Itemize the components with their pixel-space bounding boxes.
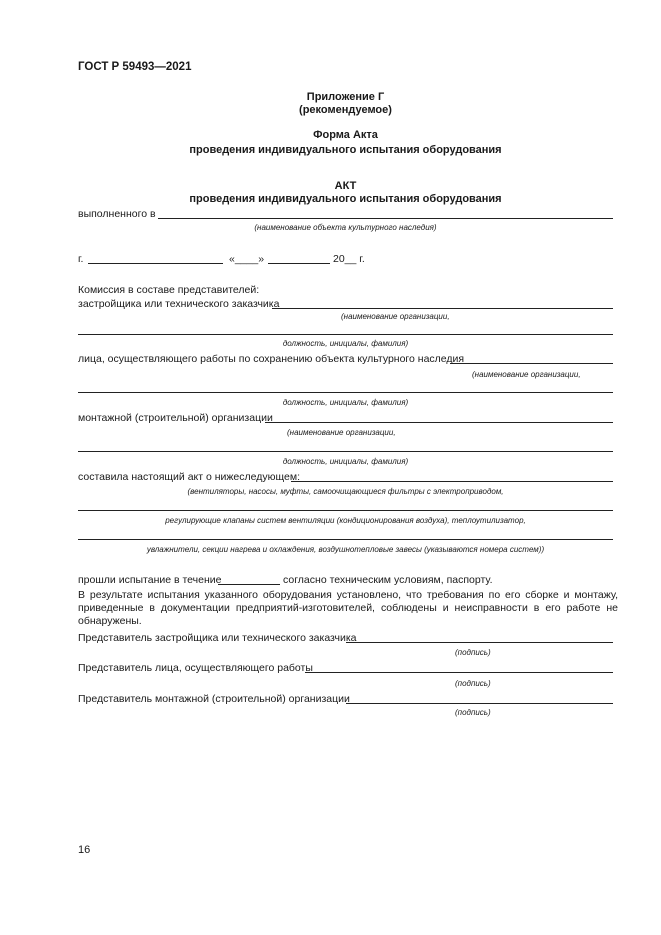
standard-number: ГОСТ Р 59493—2021 (78, 61, 192, 73)
appendix-title: Приложение Г (306, 91, 385, 103)
sig-installation-label: Представитель монтажной (строительной) организации (78, 693, 350, 705)
developer-position-note: должность, инициалы, фамилия) (282, 339, 409, 348)
equipment-note-2: регулирующие клапаны систем вентиляции (кондиционирования воздуха), теплоутилизатор, (165, 516, 526, 525)
developer-position-line (78, 334, 613, 335)
developer-line (272, 308, 613, 309)
compiled-line (291, 481, 613, 482)
form-subtitle: проведения индивидуального испытания оборудования (189, 144, 502, 156)
sig-preservation-note: (подпись) (455, 679, 491, 688)
developer-label: застройщика или технического заказчика (78, 298, 280, 310)
installation-org-note: (наименование организации, (287, 428, 396, 437)
act-subtitle: проведения индивидуального испытания оборудования (189, 193, 502, 205)
compiled-label: составила настоящий акт о нижеследующем: (78, 471, 301, 483)
preservation-label: лица, осуществляющего работы по сохранению объекта культурного наследия (78, 353, 465, 365)
preservation-position-note: должность, инициалы, фамилия) (282, 398, 409, 407)
city-label: г. (78, 253, 84, 265)
installation-line (265, 422, 613, 423)
sig-preservation-label: Представитель лица, осуществляющего работы (78, 662, 313, 674)
equipment-line-3 (78, 539, 613, 540)
sig-installation-line (346, 703, 613, 704)
sig-developer-line (346, 642, 613, 643)
installation-position-note: должность, инициалы, фамилия) (282, 457, 409, 466)
sig-preservation-line (305, 672, 613, 673)
tested-label: прошли испытание в течение (78, 574, 222, 586)
preservation-org-note: (наименование организации, (472, 370, 581, 379)
form-title: Форма Акта (313, 129, 378, 141)
result-paragraph: В результате испытания указанного оборудования установлено, что требования по его сборке и монтажу, приведенные в документации предприятий-изготовителей, соблюдены и неисправности в его работе не обнаружены. (78, 589, 618, 627)
city-line (88, 263, 223, 264)
installation-position-line (78, 451, 613, 452)
preservation-position-line (78, 392, 613, 393)
act-title: АКТ (334, 180, 357, 192)
performed-in-note: (наименование объекта культурного наследия) (254, 223, 437, 232)
date-year: 20__ г. (333, 253, 365, 265)
tested-duration-line (218, 584, 280, 585)
developer-org-note: (наименование организации, (341, 312, 450, 321)
performed-in-label: выполненного в (78, 208, 156, 220)
appendix-subtitle: (рекомендуемое) (299, 104, 392, 116)
sig-developer-note: (подпись) (455, 648, 491, 657)
performed-in-line (158, 218, 613, 219)
sig-installation-note: (подпись) (455, 708, 491, 717)
equipment-note-1: (вентиляторы, насосы, муфты, самоочищающиеся фильтры с электроприводом, (187, 487, 504, 496)
date-day: «____» (229, 253, 265, 265)
sig-developer-label: Представитель застройщика или технического заказчика (78, 632, 357, 644)
page-number: 16 (78, 844, 91, 856)
date-month-line (268, 263, 330, 264)
equipment-line-2 (78, 510, 613, 511)
commission-label: Комиссия в составе представителей: (78, 284, 260, 296)
installation-label: монтажной (строительной) организации (78, 412, 273, 424)
tested-suffix: согласно техническим условиям, паспорту. (283, 574, 493, 586)
equipment-note-3: увлажнители, секции нагрева и охлаждения, воздушнотепловые завесы (указываются номера систем)) (146, 545, 545, 554)
preservation-line (450, 363, 613, 364)
